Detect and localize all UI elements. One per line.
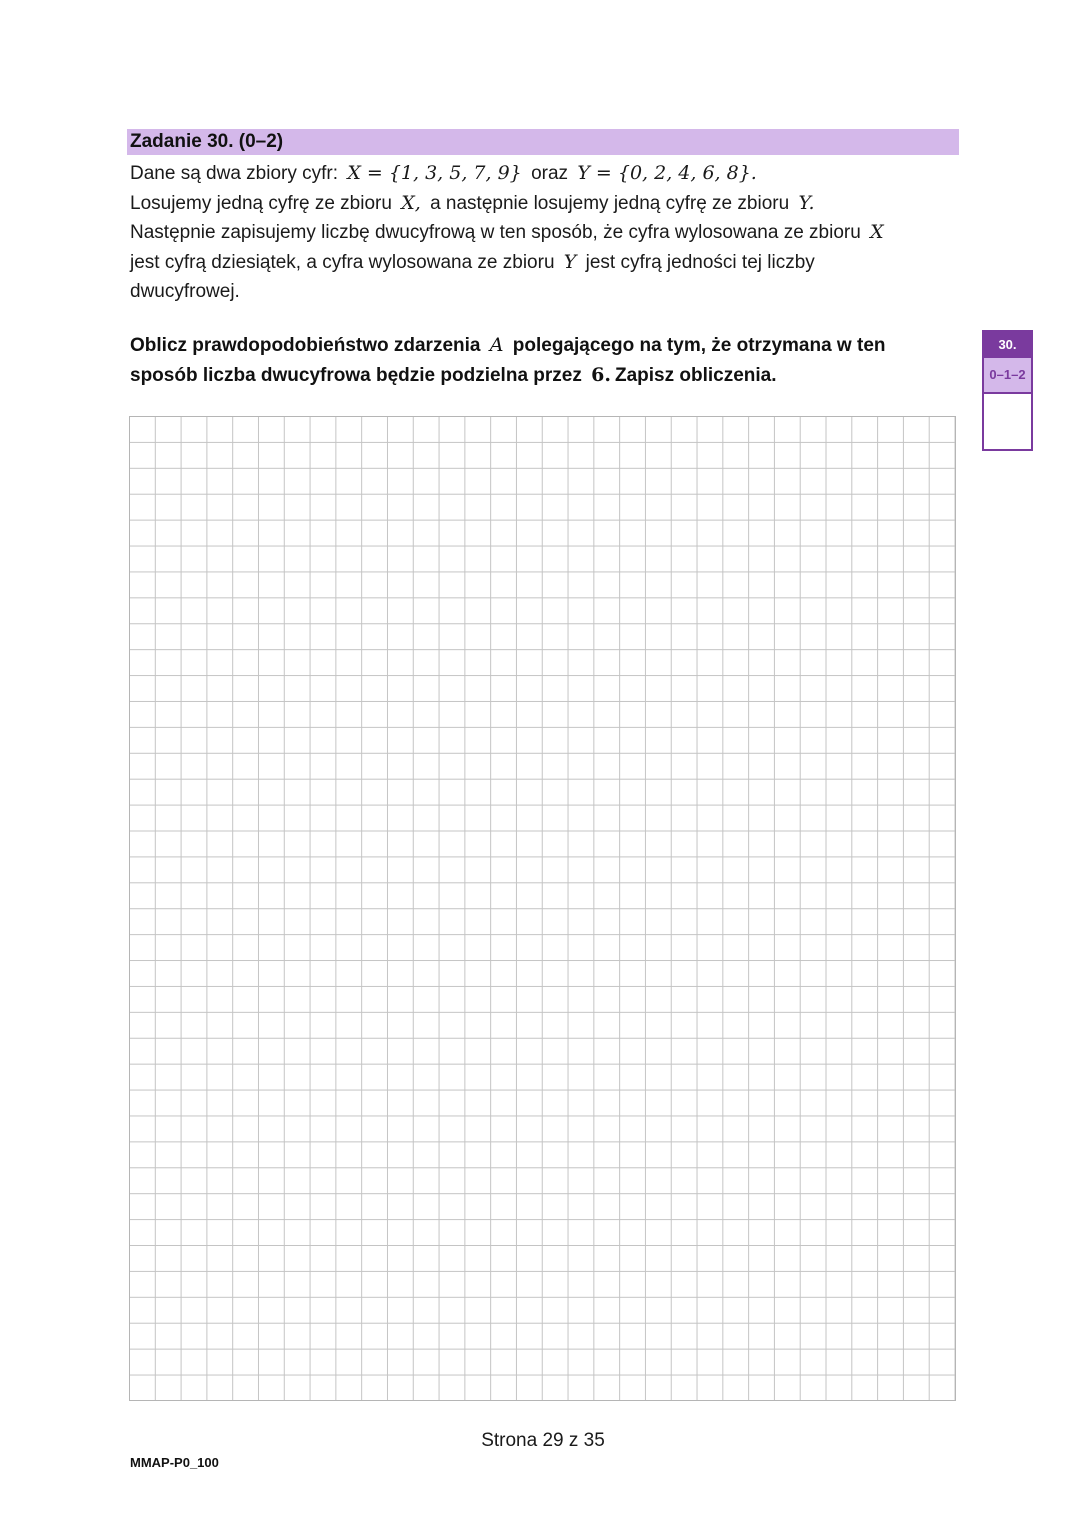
divisor-number: 6. — [591, 363, 611, 386]
task-command — [130, 331, 960, 390]
set-x-definition: X = {1, 3, 5, 7, 9} — [347, 162, 522, 184]
command-text: Oblicz prawdopodobieństwo zdarzenia — [130, 335, 481, 356]
var-x: X, — [401, 191, 421, 214]
task-intro — [130, 159, 950, 307]
intro-text: Losujemy jedną cyfrę ze zbioru — [130, 192, 392, 214]
score-entry-cell[interactable] — [984, 394, 1031, 449]
intro-line-2 — [130, 189, 950, 219]
command-line-2 — [130, 361, 960, 391]
set-y-definition: Y = {0, 2, 4, 6, 8}. — [577, 162, 757, 184]
command-text: polegającego na tym, że otrzymana w ten — [512, 335, 886, 356]
exam-code: MMAP-P0_100 — [130, 1455, 219, 1470]
intro-text: Następnie zapisujemy liczbę dwucyfrową w ten sposób, że cyfra wylosowana ze zbioru — [130, 222, 861, 243]
intro-text: jest cyfrą dziesiątek, a cyfra wylosowana ze zbioru — [130, 251, 555, 273]
task-title: Zadanie 30. (0–2) — [127, 129, 959, 155]
intro-line-5: dwucyfrowej. — [130, 281, 240, 302]
answer-grid[interactable] — [129, 416, 956, 1401]
intro-conjunction: oraz — [531, 163, 569, 184]
score-range: 0–1–2 — [984, 358, 1031, 394]
intro-text: a następnie losujemy jedną cyfrę ze zbioru — [430, 192, 790, 214]
var-a: A — [489, 334, 504, 356]
page-number: Strona 29 z 35 — [481, 1430, 605, 1451]
command-line-1 — [130, 331, 960, 361]
intro-line-4 — [130, 248, 950, 278]
intro-line-1 — [130, 159, 950, 189]
intro-line-3 — [130, 218, 950, 248]
score-box — [982, 330, 1033, 451]
var-y: Y — [563, 250, 577, 273]
intro-text: Dane są dwa zbiory cyfr: — [130, 163, 339, 184]
score-task-number: 30. — [984, 332, 1031, 358]
command-text: Zapisz obliczenia. — [614, 364, 777, 386]
intro-text: jest cyfrą jedności tej liczby — [585, 251, 815, 273]
command-text: sposób liczba dwucyfrowa będzie podzielna przez — [130, 364, 582, 386]
var-x: X — [870, 221, 884, 243]
var-y: Y. — [798, 191, 815, 214]
